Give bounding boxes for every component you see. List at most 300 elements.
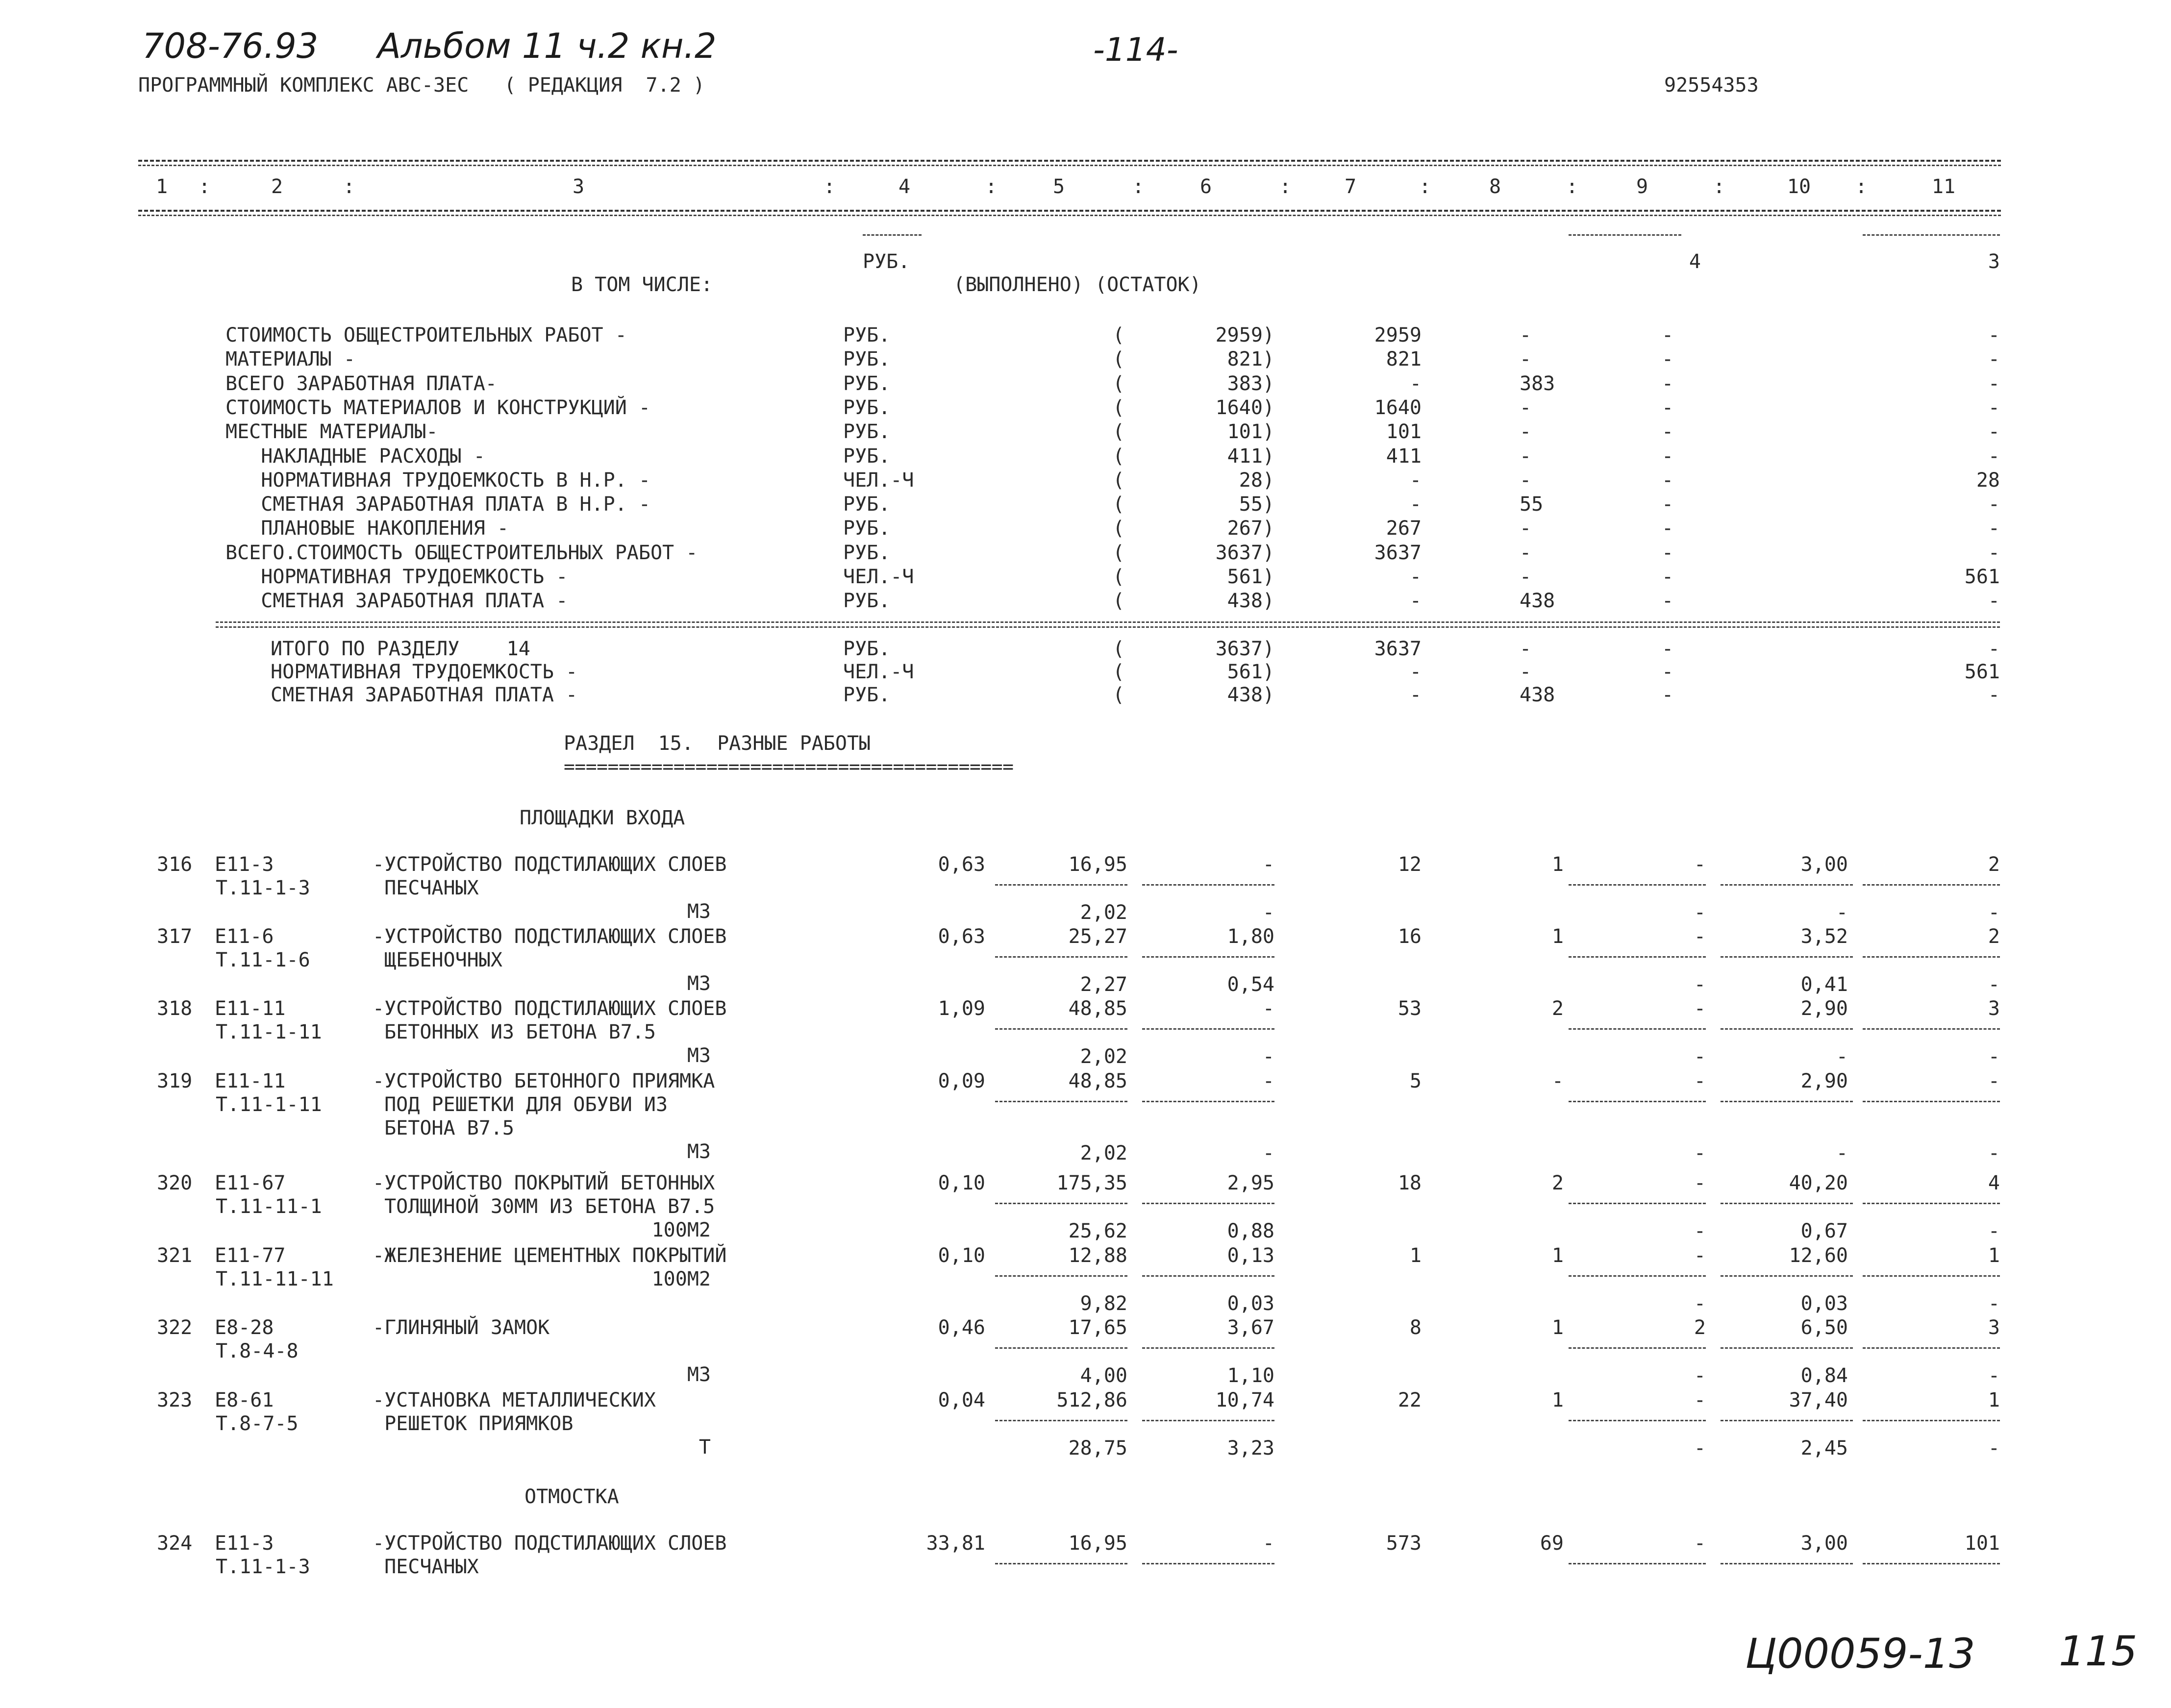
row-rule [1721,1203,1853,1204]
item-number: 320 [157,1172,193,1194]
item-col6-secondary: 0,88 [1227,1220,1274,1242]
row-value-7: 1640 [1374,396,1422,419]
item-code: Е11-77 [215,1244,286,1267]
item-code: Е11-11 [215,1070,286,1092]
row-label: СТОИМОСТЬ ОБЩЕСТРОИТЕЛЬНЫХ РАБОТ - [225,324,627,347]
item-number: 316 [157,853,193,876]
item-col7: 22 [1397,1389,1422,1411]
row-rule [1721,884,1853,886]
item-col6: 10,74 [1215,1389,1274,1411]
row-value-6: 1640) [1215,396,1274,419]
column-header: 10 [1787,175,1811,198]
item-col8: 1 [1551,925,1564,948]
total-value-9: - [1662,661,1674,683]
item-col7: 5 [1409,1070,1422,1092]
row-value-7: 267 [1386,517,1422,540]
item-col8: 2 [1551,997,1564,1020]
handwritten-page-number: -114- [1093,31,1178,69]
total-unit: ЧЕЛ.-Ч [843,661,914,683]
summary-rule [216,621,2000,623]
item-number: 318 [157,997,193,1020]
header-rule-top [138,160,2001,162]
item-description-line2: БЕТОННЫХ ИЗ БЕТОНА В7.5 [373,1021,656,1043]
row-value-11: - [1988,421,2000,444]
item-reference: Т.11-1-3 [216,1556,310,1578]
item-unit: М3 [687,900,711,923]
row-value-11: - [1988,372,2000,395]
item-col11: 2 [1988,925,2000,948]
row-value-9: - [1662,469,1674,492]
item-col9: - [1694,1172,1706,1194]
item-col6: 3,67 [1227,1316,1274,1339]
item-col10: 2,90 [1800,1070,1848,1092]
item-col10-secondary: - [1836,1045,1848,1068]
row-value-9: - [1662,493,1674,516]
row-rule [1863,884,2000,886]
item-reference: Т.8-4-8 [216,1340,299,1362]
row-rule [1721,1028,1853,1030]
item-code: Е8-28 [215,1316,274,1339]
section-underline: ========================================= [564,756,1014,777]
row-rule [1142,1420,1274,1421]
row-value-6: 267) [1227,517,1274,540]
row-value-8: - [1520,421,1532,444]
row-label: НОРМАТИВНАЯ ТРУДОЕМКОСТЬ В Н.Р. - [225,469,650,492]
item-col9: - [1694,1070,1706,1092]
item-col11: - [1988,1070,2000,1092]
item-col6-secondary: 0,54 [1227,973,1274,996]
row-value-8: - [1520,541,1532,564]
item-description: -УСТРОЙСТВО ПОКРЫТИЙ БЕТОННЫХ [373,1172,715,1194]
total-value-11: - [1988,684,2000,706]
carry-col11: 3 [1988,250,2000,273]
item-number: 322 [157,1316,193,1339]
subsection-title: ПЛОЩАДКИ ВХОДА [520,807,685,829]
item-description: -УСТРОЙСТВО ПОДСТИЛАЮЩИХ СЛОЕВ [373,997,727,1020]
row-unit: РУБ. [843,421,891,444]
item-col9-secondary: - [1694,1045,1706,1068]
summary-unit: РУБ. [863,250,910,273]
item-col7: 1 [1409,1244,1422,1267]
item-col8: 1 [1551,1244,1564,1267]
column-header: 9 [1636,175,1648,198]
item-col6: - [1262,1532,1274,1555]
total-paren: ( [1113,638,1125,660]
row-value-11: 561 [1964,566,2000,588]
row-rule [1142,1028,1274,1030]
item-description-line2: ПОД РЕШЕТКИ ДЛЯ ОБУВИ ИЗ [373,1093,668,1116]
item-col11-secondary: - [1988,1292,2000,1315]
row-rule [1142,1275,1274,1277]
item-col5: 48,85 [1068,997,1127,1020]
total-value-6: 3637) [1215,638,1274,660]
item-col9-secondary: - [1694,1364,1706,1387]
row-value-7: 3637 [1374,541,1422,564]
item-col6: 2,95 [1227,1172,1274,1194]
total-label: ИТОГО ПО РАЗДЕЛУ 14 [271,638,530,660]
row-rule [1863,1203,2000,1204]
row-paren: ( [1113,421,1125,444]
total-value-9: - [1662,684,1674,706]
row-value-6: 101) [1227,421,1274,444]
row-paren: ( [1113,493,1125,516]
item-number: 323 [157,1389,193,1411]
summary-rule-2 [216,626,2000,628]
row-rule [1569,1563,1706,1564]
column-header: 6 [1199,175,1212,198]
item-col6: - [1262,1070,1274,1092]
item-col6-secondary: - [1262,1142,1274,1164]
row-value-11: - [1988,590,2000,613]
item-col10-secondary: - [1836,1142,1848,1164]
item-col5-secondary: 2,02 [1080,1142,1127,1164]
row-label: НАКЛАДНЫЕ РАСХОДЫ - [225,445,485,468]
item-col9: - [1694,1532,1706,1555]
row-rule [1569,1275,1706,1277]
row-label: НОРМАТИВНАЯ ТРУДОЕМКОСТЬ - [225,566,568,588]
row-value-9: - [1662,348,1674,371]
item-number: 319 [157,1070,193,1092]
item-unit: М3 [687,1044,711,1067]
row-value-6: 28) [1239,469,1274,492]
row-paren: ( [1113,372,1125,395]
item-col9: - [1694,925,1706,948]
total-value-11: 561 [1964,661,2000,683]
row-value-9: - [1662,566,1674,588]
item-col11-secondary: - [1988,973,2000,996]
row-rule [1142,956,1274,958]
item-col11: 101 [1964,1532,2000,1555]
row-value-6: 821) [1227,348,1274,371]
item-col5-secondary: 4,00 [1080,1364,1127,1387]
item-col9: 2 [1694,1316,1706,1339]
total-label: НОРМАТИВНАЯ ТРУДОЕМКОСТЬ - [271,661,578,683]
item-col6: - [1262,853,1274,876]
item-col5-secondary: 9,82 [1080,1292,1127,1315]
carry-col9: 4 [1689,250,1701,273]
item-col10-secondary: - [1836,901,1848,924]
row-label: СМЕТНАЯ ЗАРАБОТНАЯ ПЛАТА В Н.Р. - [225,493,650,516]
row-value-8: - [1520,566,1532,588]
row-label: МЕСТНЫЕ МАТЕРИАЛЫ- [225,421,438,444]
item-description-line2: ПЕСЧАНЫХ [373,1556,479,1578]
item-col7: 53 [1397,997,1422,1020]
row-rule [995,1563,1127,1564]
row-paren: ( [1113,541,1125,564]
row-paren: ( [1113,590,1125,613]
total-label: СМЕТНАЯ ЗАРАБОТНАЯ ПЛАТА - [271,684,578,706]
row-label: СМЕТНАЯ ЗАРАБОТНАЯ ПЛАТА - [225,590,568,613]
section-title: РАЗДЕЛ 15. РАЗНЫЕ РАБОТЫ [564,732,871,755]
total-value-6: 561) [1227,661,1274,683]
item-col6-secondary: - [1262,1045,1274,1068]
row-value-8: - [1520,469,1532,492]
row-rule [1569,1347,1706,1349]
column-header: 1 [155,175,168,198]
item-quantity: 0,63 [938,925,985,948]
item-col7: 18 [1397,1172,1422,1194]
item-col5: 12,88 [1068,1244,1127,1267]
item-col11: 1 [1988,1244,2000,1267]
column-header: 3 [572,175,585,198]
item-col9: - [1694,853,1706,876]
row-unit: РУБ. [843,324,891,347]
item-quantity: 0,09 [938,1070,985,1092]
row-value-8: - [1520,445,1532,468]
row-value-9: - [1662,324,1674,347]
row-rule [995,1275,1127,1277]
item-col8: 69 [1540,1532,1564,1555]
item-col11: 4 [1988,1172,2000,1194]
row-value-11: 28 [1976,469,2000,492]
row-value-9: - [1662,541,1674,564]
item-description-line2: РЕШЕТОК ПРИЯМКОВ [373,1412,574,1435]
row-value-8: - [1520,396,1532,419]
item-col5: 48,85 [1068,1070,1127,1092]
item-col6: 0,13 [1227,1244,1274,1267]
summary-column-labels: (ВЫПОЛНЕНО) (ОСТАТОК) [953,273,1201,296]
row-value-9: - [1662,421,1674,444]
item-col5-secondary: 2,02 [1080,1045,1127,1068]
item-col11-secondary: - [1988,1142,2000,1164]
item-col11: 3 [1988,997,2000,1020]
row-label: МАТЕРИАЛЫ - [225,348,355,371]
row-unit: РУБ. [843,517,891,540]
item-col5-secondary: 28,75 [1068,1437,1127,1460]
item-description-line2: ПЕСЧАНЫХ [373,877,479,899]
row-rule [1569,1203,1706,1204]
row-unit: РУБ. [843,493,891,516]
item-reference: Т.11-1-6 [216,949,310,971]
total-value-7: - [1409,661,1422,683]
item-col9: - [1694,997,1706,1020]
item-col10-secondary: 0,41 [1800,973,1848,996]
item-description-line2: ТОЛЩИНОЙ 30ММ ИЗ БЕТОНА В7.5 [373,1195,715,1218]
item-col8: 1 [1551,1316,1564,1339]
item-col9-secondary: - [1694,1292,1706,1315]
row-rule [1863,956,2000,958]
item-description: -УСТАНОВКА МЕТАЛЛИЧЕСКИХ [373,1389,656,1411]
item-col5-secondary: 2,02 [1080,901,1127,924]
row-paren: ( [1113,348,1125,371]
row-rule [1569,884,1706,886]
row-paren: ( [1113,396,1125,419]
row-rule [1863,1347,2000,1349]
row-rule [1863,1420,2000,1421]
total-paren: ( [1113,661,1125,683]
item-description-line3: БЕТОНА В7.5 [373,1117,514,1139]
header-rule-bottom-2 [138,215,2001,216]
row-label: СТОИМОСТЬ МАТЕРИАЛОВ И КОНСТРУКЦИЙ - [225,396,650,419]
item-description: -УСТРОЙСТВО ПОДСТИЛАЮЩИХ СЛОЕВ [373,1532,727,1555]
item-col7: 12 [1397,853,1422,876]
row-rule [1863,1101,2000,1102]
item-unit: 100М2 [651,1219,711,1241]
item-col5: 25,27 [1068,925,1127,948]
item-col11-secondary: - [1988,901,2000,924]
row-rule [995,1203,1127,1204]
row-value-7: 411 [1386,445,1422,468]
item-reference: Т.11-1-11 [216,1021,322,1043]
item-quantity: 0,46 [938,1316,985,1339]
item-code: Е11-11 [215,997,286,1020]
item-col6-secondary: 3,23 [1227,1437,1274,1460]
row-value-11: - [1988,493,2000,516]
row-value-9: - [1662,517,1674,540]
row-value-11: - [1988,396,2000,419]
row-rule [1569,1420,1706,1421]
row-rule [1142,1101,1274,1102]
item-description: -УСТРОЙСТВО ПОДСТИЛАЮЩИХ СЛОЕВ [373,853,727,876]
item-col10: 6,50 [1800,1316,1848,1339]
item-reference: Т.8-7-5 [216,1412,299,1435]
item-col6: 1,80 [1227,925,1274,948]
total-unit: РУБ. [843,684,891,706]
row-value-8: 55 [1520,493,1544,516]
item-code: Е8-61 [215,1389,274,1411]
item-col9-secondary: - [1694,973,1706,996]
item-col9: - [1694,1389,1706,1411]
row-value-11: - [1988,324,2000,347]
row-label: ВСЕГО ЗАРАБОТНАЯ ПЛАТА- [225,372,497,395]
item-unit: 100М2 [651,1268,711,1290]
item-col9-secondary: - [1694,1142,1706,1164]
row-value-8: - [1520,324,1532,347]
item-col5: 16,95 [1068,853,1127,876]
item-col10-secondary: 0,84 [1800,1364,1848,1387]
row-rule [995,884,1127,886]
total-value-8: - [1520,661,1532,683]
item-description: -ЖЕЛЕЗНЕНИЕ ЦЕМЕНТНЫХ ПОКРЫТИЙ [373,1244,727,1267]
row-rule [1569,1101,1706,1102]
row-value-7: - [1409,372,1422,395]
row-value-8: - [1520,517,1532,540]
row-paren: ( [1113,324,1125,347]
row-unit: ЧЕЛ.-Ч [843,469,914,492]
row-value-6: 55) [1239,493,1274,516]
item-reference: Т.11-11-11 [216,1268,334,1290]
handwritten-sheet-number: 115 [2059,1627,2138,1675]
item-col11-secondary: - [1988,1220,2000,1242]
row-unit: РУБ. [843,348,891,371]
item-col11: 1 [1988,1389,2000,1411]
item-quantity: 1,09 [938,997,985,1020]
handwritten-album-code: 708-76.93 [142,26,319,66]
row-unit: РУБ. [843,396,891,419]
item-col7: 573 [1386,1532,1422,1555]
item-col5: 16,95 [1068,1532,1127,1555]
row-value-7: 821 [1386,348,1422,371]
row-rule [1142,884,1274,886]
row-value-7: 2959 [1374,324,1422,347]
row-rule [1721,956,1853,958]
row-value-9: - [1662,590,1674,613]
total-value-9: - [1662,638,1674,660]
header-rule-top-2 [138,165,2001,166]
header-rule-bottom [138,210,2001,212]
row-rule [1721,1420,1853,1421]
row-unit: ЧЕЛ.-Ч [843,566,914,588]
row-value-11: - [1988,445,2000,468]
row-unit: РУБ. [843,445,891,468]
item-col10-secondary: 0,03 [1800,1292,1848,1315]
total-value-7: - [1409,684,1422,706]
item-col8: 1 [1551,853,1564,876]
program-header: ПРОГРАММНЫЙ КОМПЛЕКС АВС-3ЕС ( РЕДАКЦИЯ 7.2 ) [138,74,705,97]
item-number: 317 [157,925,193,948]
total-value-8: 438 [1520,684,1555,706]
item-col9: - [1694,1244,1706,1267]
item-col5: 17,65 [1068,1316,1127,1339]
row-value-11: - [1988,348,2000,371]
item-description: -УСТРОЙСТВО ПОДСТИЛАЮЩИХ СЛОЕВ [373,925,727,948]
row-label: ВСЕГО.СТОИМОСТЬ ОБЩЕСТРОИТЕЛЬНЫХ РАБОТ - [225,541,698,564]
row-paren: ( [1113,469,1125,492]
item-col5-secondary: 25,62 [1068,1220,1127,1242]
item-description: -УСТРОЙСТВО БЕТОННОГО ПРИЯМКА [373,1070,715,1092]
subsection-title: ОТМОСТКА [524,1485,619,1508]
item-col5: 512,86 [1056,1389,1127,1411]
row-value-7: - [1409,566,1422,588]
column-header: 4 [898,175,911,198]
row-value-11: - [1988,541,2000,564]
item-description-line2: ЩЕБЕНОЧНЫХ [373,949,502,971]
row-value-7: - [1409,493,1422,516]
row-value-7: - [1409,590,1422,613]
row-paren: ( [1113,445,1125,468]
item-unit: Т [699,1436,711,1459]
row-value-8: 438 [1520,590,1555,613]
item-number: 324 [157,1532,193,1555]
row-value-6: 561) [1227,566,1274,588]
item-col11-secondary: - [1988,1364,2000,1387]
row-rule [1863,1028,2000,1030]
row-value-6: 383) [1227,372,1274,395]
item-col8: 2 [1551,1172,1564,1194]
item-col5: 175,35 [1056,1172,1127,1194]
item-col11: 3 [1988,1316,2000,1339]
row-value-6: 3637) [1215,541,1274,564]
total-value-6: 438) [1227,684,1274,706]
row-unit: РУБ. [843,590,891,613]
column-header: 2 [271,175,283,198]
row-value-7: - [1409,469,1422,492]
item-col9-secondary: - [1694,1437,1706,1460]
column-header: 11 [1931,175,1956,198]
estimate-page: 708-76.93 Альбом 11 ч.2 кн.2 -114- Ц00059-13 115 ПРОГРАММНЫЙ КОМПЛЕКС АВС-3ЕС ( РЕДАКЦИЯ 7.2 ) 92554353 1 : 2 : 3 : 4 : 5 : 6 : 7 : 8 : 9 : 10 : 11 РУБ. 4 3 В ТОМ ЧИСЛЕ: (ВЫПОЛНЕНО) (ОСТАТОК) СТОИМОСТЬ ОБЩЕСТРОИТЕЛЬНЫХ РАБОТ - РУБ. ( 2959) 2959 - - - МАТЕРИАЛЫ - РУБ. ( 821) 821 - - - ВСЕГО ЗАРАБОТНАЯ ПЛАТА- РУБ. ( 383) - 383 - - СТОИМОСТЬ МАТЕРИАЛОВ И КОНСТРУКЦИЙ - РУБ. ( 1640) 1640 - - - МЕСТНЫЕ МАТЕРИАЛЫ- РУБ. ( 101) 101 - - - НАКЛАДНЫЕ РАСХОДЫ - РУБ. ( 411) 411 - - - НОРМАТИВНАЯ ТРУДОЕМКОСТЬ В Н.Р. - ЧЕЛ.-Ч ( 28) - - - 28 СМЕТНАЯ ЗАРАБОТНАЯ ПЛАТА В Н.Р. - РУБ. ( 55) - 55 - - ПЛАНОВЫЕ НАКОПЛЕНИЯ - РУБ. ( 267) 267 - - - ВСЕГО.СТОИМОСТЬ ОБЩЕСТРОИТЕЛЬНЫХ РАБОТ - РУБ. ( 3637) 3637 - - - НОРМАТИВНАЯ ТРУДОЕМКОСТЬ - ЧЕЛ.-Ч ( 561) - - - 561 СМЕТНАЯ ЗАРАБОТНАЯ ПЛАТА - РУБ. ( 438) - 438 - - ИТОГО ПО РАЗДЕЛУ 14 РУБ. ( 3637) 3637 - - - НОРМАТИВНАЯ ТРУДОЕМКОСТЬ - ЧЕЛ.-Ч ( 561) - - - 561 СМЕТНАЯ ЗАРАБОТНАЯ ПЛАТА - РУБ. ( 438) - 438 - - РАЗДЕЛ 15. РАЗНЫЕ РАБОТЫ ========================================= ПЛОЩАДКИ ВХОДА ОТМОСТКА 316 Е11-3 Т.11-1-3 -УСТРОЙСТВО ПОДСТИЛАЮЩИХ СЛОЕВ ПЕСЧАНЫХ М3 0,63 16,95 - 12 1 - 3,00 2 2,02 - - - - 317 Е11-6 Т.11-1-6 -УСТРОЙСТВО ПОДСТИЛАЮЩИХ СЛОЕВ ЩЕБЕНОЧНЫХ М3 0,63 25,27 1,80 16 1 - 3,52 2 2,27 0,54 - 0,41 - 318 Е11-11 Т.11-1-11 -УСТРОЙСТВО ПОДСТИЛАЮЩИХ СЛОЕВ БЕТОННЫХ ИЗ БЕТОНА В7.5 М3 1,09 48,85 - 53 2 - 2,90 3 2,02 - - - - 319 Е11-11 Т.11-1-11 -УСТРОЙСТВО БЕТОННОГО ПРИЯМКА ПОД РЕШЕТКИ ДЛЯ ОБУВИ ИЗ БЕТОНА В7.5 М3 0,09 48,85 - 5 - - 2,90 - 2,02 - - - - 320 Е11-67 Т.11-11-1 -УСТРОЙСТВО ПОКРЫТИЙ БЕТОННЫХ ТОЛЩИНОЙ 30ММ ИЗ БЕТОНА В7.5 100М2 0,10 175,35 2,95 18 2 - 40,20 4 25,62 0,88 - 0,67 - 321 Е11-77 Т.11-11-11 -ЖЕЛЕЗНЕНИЕ ЦЕМЕНТНЫХ ПОКРЫТИЙ 100М2 0,10 12,88 0,13 1 1 - 12,60 1 9,82 0,03 - 0,03 - 322 Е8-28 Т.8-4-8 -ГЛИНЯНЫЙ ЗАМОК М3 0,46 17,65 3,67 8 1 2 6,50 3 4,00 1,10 - 0,84 - 323 Е8-61 Т.8-7-5 -УСТАНОВКА МЕТАЛЛИЧЕСКИХ РЕШЕТОК ПРИЯМКОВ Т 0,04 512,86 10,74 22 1 - 37,40 1 28,75 3,23 - 2,45 - 324 Е11-3 Т.11-1-3 -УСТРОЙСТВО ПОДСТИЛАЮЩИХ СЛОЕВ ПЕСЧАНЫХ 33,81 16,95 - 573 69 - 3,00 101 [138,26,2138,1678]
column-header: 5 [1052,175,1065,198]
row-value-9: - [1662,445,1674,468]
item-number: 321 [157,1244,193,1267]
item-col10: 3,52 [1800,925,1848,948]
item-col8: - [1551,1070,1564,1092]
row-value-11: - [1988,517,2000,540]
item-quantity: 0,10 [938,1244,985,1267]
handwritten-stamp-code: Ц00059-13 [1745,1630,1975,1678]
item-col10: 2,90 [1800,997,1848,1020]
column-header: 7 [1344,175,1357,198]
document-code: 92554353 [1664,74,1759,97]
item-col10: 12,60 [1789,1244,1848,1267]
item-col10: 3,00 [1800,853,1848,876]
row-unit: РУБ. [843,372,891,395]
row-rule [1569,1028,1706,1030]
row-paren: ( [1113,517,1125,540]
row-rule [995,1347,1127,1349]
item-col7: 16 [1397,925,1422,948]
item-col6-secondary: - [1262,901,1274,924]
row-rule [1142,1203,1274,1204]
